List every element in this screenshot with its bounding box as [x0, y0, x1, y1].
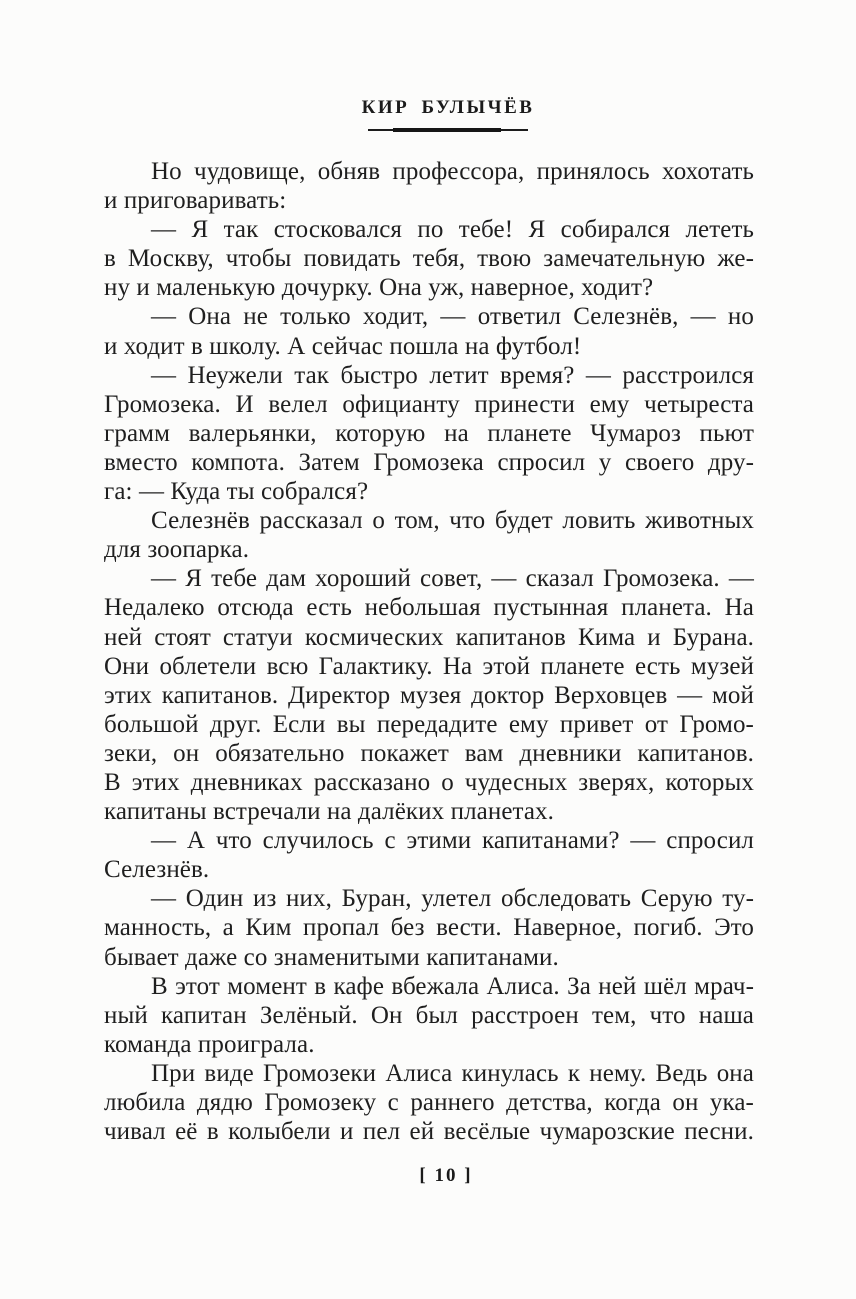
paragraph: [104, 361, 754, 506]
header-rule: [368, 127, 528, 133]
paragraph: [104, 972, 754, 1059]
text-line: чивал её в колыбели и пел ей весёлые чумарозские песни.: [104, 1118, 754, 1146]
text-line: и ходит в школу. А сейчас пошла на футбол!: [104, 332, 582, 360]
text-line: ней стоят статуи космических капитанов Кима и Бурана.: [104, 623, 754, 651]
page-footer: [0, 1165, 856, 1187]
text-line: манность, а Ким пропал без вести. Наверное, погиб. Это: [104, 914, 754, 942]
text-line: вместо компота. Затем Громозека спросил у своего дру-: [104, 448, 754, 476]
body-text: [104, 157, 754, 1146]
text-line: При виде Громозеки Алиса кинулась к нему. Ведь она: [151, 1059, 754, 1087]
text-line: и приговаривать:: [104, 187, 287, 215]
text-line: — Один из них, Буран, улетел обследовать Серую ту-: [151, 885, 754, 913]
text-line: га: — Куда ты собрался?: [104, 478, 369, 506]
text-line: зеки, он обязательно покажет вам дневники капитанов.: [104, 739, 754, 767]
text-line: этих капитанов. Директор музея доктор Верховцев — мой: [104, 681, 754, 709]
text-line: в Москву, чтобы повидать тебя, твою замечательную же-: [104, 245, 754, 273]
page-header: [0, 97, 856, 119]
author-running-head: КИР БУЛЫЧЁВ: [361, 97, 535, 118]
text-line: команда проиграла.: [104, 1030, 315, 1058]
page-number: [ 10 ]: [419, 1165, 473, 1186]
text-line: ну и маленькую дочурку. Она уж, наверное, ходит?: [104, 274, 654, 302]
text-line: — Я так стосковался по тебе! Я собирался лететь: [151, 216, 754, 244]
paragraph: [104, 506, 754, 564]
text-line: для зоопарка.: [104, 536, 250, 564]
text-line: Громозека. И велел официанту принести ему четыреста: [104, 390, 754, 418]
text-line: Селезнёв рассказал о том, что будет ловить животных: [151, 507, 754, 535]
paragraph: [104, 302, 754, 360]
text-line: — Неужели так быстро летит время? — расстроился: [151, 361, 754, 389]
text-line: капитаны встречали на далёких планетах.: [104, 798, 555, 826]
paragraph: [104, 1059, 754, 1146]
text-line: Селезнёв.: [104, 856, 210, 884]
text-line: В этот момент в кафе вбежала Алиса. За ней шёл мрач-: [151, 972, 754, 1000]
paragraph: [104, 215, 754, 302]
header-rule-thick: [393, 128, 501, 133]
text-line: — А что случилось с этими капитанами? — спросил: [151, 827, 754, 855]
text-line: — Она не только ходит, — ответил Селезнёв, — но: [151, 303, 754, 331]
text-line: Но чудовище, обняв профессора, принялось хохотать: [151, 158, 754, 185]
text-line: бывает даже со знаменитыми капитанами.: [104, 943, 559, 971]
text-line: В этих дневниках рассказано о чудесных зверях, которых: [104, 768, 754, 796]
paragraph: [104, 564, 754, 826]
paragraph: [104, 157, 754, 215]
text-line: большой друг. Если вы передадите ему привет от Громо-: [104, 710, 754, 738]
text-line: грамм валерьянки, которую на планете Чумароз пьют: [104, 419, 754, 447]
paragraph: [104, 826, 754, 884]
paragraph: [104, 884, 754, 971]
text-line: — Я тебе дам хороший совет, — сказал Громозека. —: [151, 565, 754, 593]
text-line: Недалеко отсюда есть небольшая пустынная планета. На: [104, 594, 754, 622]
text-line: ный капитан Зелёный. Он был расстроен тем, что наша: [104, 1001, 754, 1029]
text-line: Они облетели всю Галактику. На этой планете есть музей: [104, 652, 754, 680]
text-line: любила дядю Громозеку с раннего детства, когда он ука-: [104, 1089, 754, 1116]
